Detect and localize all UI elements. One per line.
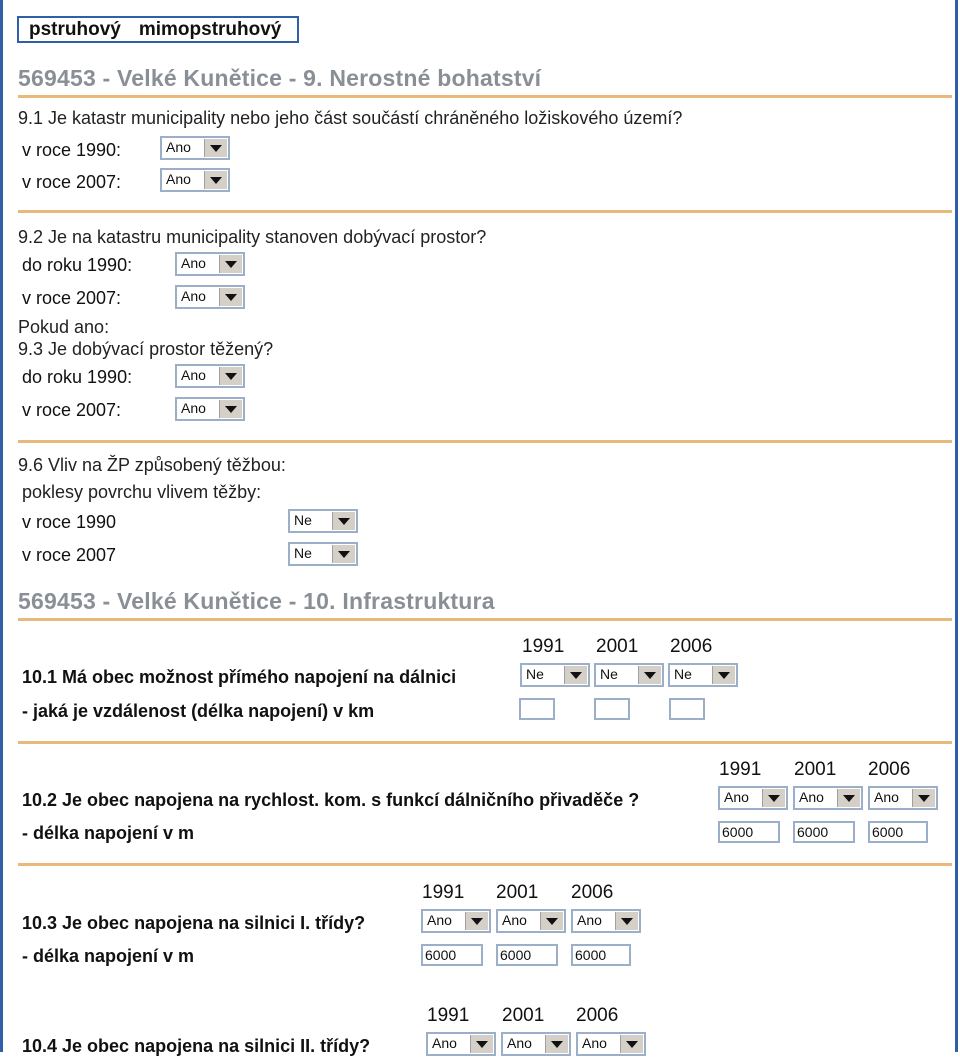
select-9-6-2007[interactable] — [288, 542, 358, 566]
fish-zone-tabs — [17, 16, 299, 43]
select-value: Ano — [432, 1035, 457, 1051]
label-9-3-2007: v roce 2007: — [22, 400, 122, 420]
select-10-4-1991[interactable] — [426, 1032, 496, 1056]
select-value: Ano — [181, 288, 206, 304]
chevron-down-icon — [332, 512, 355, 530]
input-10-1-2001[interactable] — [594, 698, 630, 720]
input-10-1-2006[interactable] — [669, 698, 705, 720]
select-9-3-2007[interactable] — [175, 397, 245, 421]
select-value: Ano — [724, 789, 749, 805]
select-10-1-1991[interactable] — [520, 663, 590, 687]
year-header-2006: 2006 — [571, 882, 614, 903]
select-value: Ano — [507, 1035, 532, 1051]
year-header-2006: 2006 — [670, 636, 713, 657]
select-10-3-2001[interactable] — [496, 909, 566, 933]
select-9-2-2007[interactable] — [175, 285, 245, 309]
input-10-2-2001[interactable]: 6000 — [793, 821, 855, 843]
select-value: Ano — [799, 789, 824, 805]
chevron-down-icon — [219, 400, 242, 418]
select-9-1-2007[interactable] — [160, 168, 230, 192]
year-header-2001: 2001 — [794, 759, 837, 780]
question-9-6-sub: poklesy povrchu vlivem těžby: — [22, 482, 262, 502]
year-header-2006: 2006 — [576, 1005, 619, 1026]
section-9-title: 569453 - Velké Kunětice - 9. Nerostné bohatství — [18, 65, 542, 91]
chevron-down-icon — [204, 171, 227, 189]
chevron-down-icon — [837, 789, 860, 807]
question-9-3: 9.3 Je dobývací prostor těžený? — [18, 339, 274, 359]
select-10-4-2006[interactable] — [576, 1032, 646, 1056]
year-header-1991: 1991 — [719, 759, 762, 780]
select-value: Ano — [166, 171, 191, 187]
select-value: Ne — [526, 666, 544, 682]
chevron-down-icon — [615, 912, 638, 930]
question-10-2: 10.2 Je obec napojena na rychlost. kom. s funkcí dálničního přivaděče ? — [22, 790, 640, 810]
label-9-6-1990: v roce 1990 — [22, 512, 117, 532]
year-header-1991: 1991 — [427, 1005, 470, 1026]
chevron-down-icon — [219, 288, 242, 306]
year-header-1991: 1991 — [522, 636, 565, 657]
select-9-1-1990[interactable] — [160, 136, 230, 160]
select-value: Ano — [502, 912, 527, 928]
chevron-down-icon — [638, 666, 661, 684]
chevron-down-icon — [712, 666, 735, 684]
select-value: Ne — [294, 512, 312, 528]
select-value: Ne — [294, 545, 312, 561]
section-10-divider — [18, 618, 952, 621]
section-10-title: 569453 - Velké Kunětice - 10. Infrastruktura — [18, 588, 495, 614]
question-10-3-sub: - délka napojení v m — [22, 946, 195, 966]
select-10-2-2001[interactable] — [793, 786, 863, 810]
select-value: Ano — [427, 912, 452, 928]
chevron-down-icon — [545, 1035, 568, 1053]
divider — [18, 440, 952, 443]
select-value: Ne — [600, 666, 618, 682]
conditional-label: Pokud ano: — [18, 317, 110, 337]
chevron-down-icon — [762, 789, 785, 807]
select-10-4-2001[interactable] — [501, 1032, 571, 1056]
question-9-1: 9.1 Je katastr municipality nebo jeho část součástí chráněného ložiskového území? — [18, 108, 683, 128]
select-10-2-2006[interactable] — [868, 786, 938, 810]
year-header-1991: 1991 — [422, 882, 465, 903]
year-header-2006: 2006 — [868, 759, 911, 780]
select-value: Ano — [582, 1035, 607, 1051]
year-header-2001: 2001 — [496, 882, 539, 903]
chevron-down-icon — [620, 1035, 643, 1053]
frame-right-border — [955, 0, 958, 1052]
label-9-6-2007: v roce 2007 — [22, 545, 117, 565]
input-10-2-2006[interactable]: 6000 — [868, 821, 928, 843]
chevron-down-icon — [332, 545, 355, 563]
label-9-2-2007: v roce 2007: — [22, 288, 122, 308]
section-9-divider — [18, 95, 952, 98]
input-10-3-1991[interactable]: 6000 — [421, 944, 483, 966]
question-9-6: 9.6 Vliv na ŽP způsobený těžbou: — [18, 455, 286, 475]
chevron-down-icon — [912, 789, 935, 807]
question-10-1-sub: - jaká je vzdálenost (délka napojení) v km — [22, 701, 375, 721]
select-9-3-1990[interactable] — [175, 364, 245, 388]
chevron-down-icon — [204, 139, 227, 157]
select-10-3-2006[interactable] — [571, 909, 641, 933]
frame-left-border — [0, 0, 3, 1052]
chevron-down-icon — [470, 1035, 493, 1053]
select-value: Ne — [674, 666, 692, 682]
select-value: Ano — [181, 400, 206, 416]
year-header-2001: 2001 — [502, 1005, 545, 1026]
label-9-1-1990: v roce 1990: — [22, 140, 122, 160]
divider — [18, 863, 952, 866]
label-9-1-2007: v roce 2007: — [22, 172, 122, 192]
chevron-down-icon — [465, 912, 488, 930]
chevron-down-icon — [564, 666, 587, 684]
label-9-3-1990: do roku 1990: — [22, 367, 133, 387]
tab-mimopstruhovy[interactable]: mimopstruhový — [138, 18, 282, 40]
input-10-3-2006[interactable]: 6000 — [571, 944, 631, 966]
divider — [18, 210, 952, 213]
select-value: Ano — [181, 367, 206, 383]
select-9-2-1990[interactable] — [175, 252, 245, 276]
select-value: Ano — [166, 139, 191, 155]
question-10-4: 10.4 Je obec napojena na silnici II. třídy? — [22, 1036, 371, 1056]
select-10-2-1991[interactable] — [718, 786, 788, 810]
label-9-2-1990: do roku 1990: — [22, 255, 133, 275]
input-10-1-1991[interactable] — [519, 698, 555, 720]
select-10-1-2006[interactable] — [668, 663, 738, 687]
select-10-1-2001[interactable] — [594, 663, 664, 687]
divider — [18, 741, 952, 744]
year-header-2001: 2001 — [596, 636, 639, 657]
question-10-1: 10.1 Má obec možnost přímého napojení na dálnici — [22, 667, 457, 687]
chevron-down-icon — [540, 912, 563, 930]
question-9-2: 9.2 Je na katastru municipality stanoven dobývací prostor? — [18, 227, 487, 247]
input-10-3-2001[interactable]: 6000 — [496, 944, 558, 966]
select-value: Ano — [577, 912, 602, 928]
question-10-2-sub: - délka napojení v m — [22, 823, 195, 843]
select-value: Ano — [181, 255, 206, 271]
input-10-2-1991[interactable]: 6000 — [718, 821, 780, 843]
question-10-3: 10.3 Je obec napojena na silnici I. třídy? — [22, 913, 366, 933]
chevron-down-icon — [219, 255, 242, 273]
chevron-down-icon — [219, 367, 242, 385]
select-value: Ano — [874, 789, 899, 805]
tab-pstruhovy[interactable]: pstruhový — [29, 18, 121, 40]
select-9-6-1990[interactable] — [288, 509, 358, 533]
select-10-3-1991[interactable] — [421, 909, 491, 933]
